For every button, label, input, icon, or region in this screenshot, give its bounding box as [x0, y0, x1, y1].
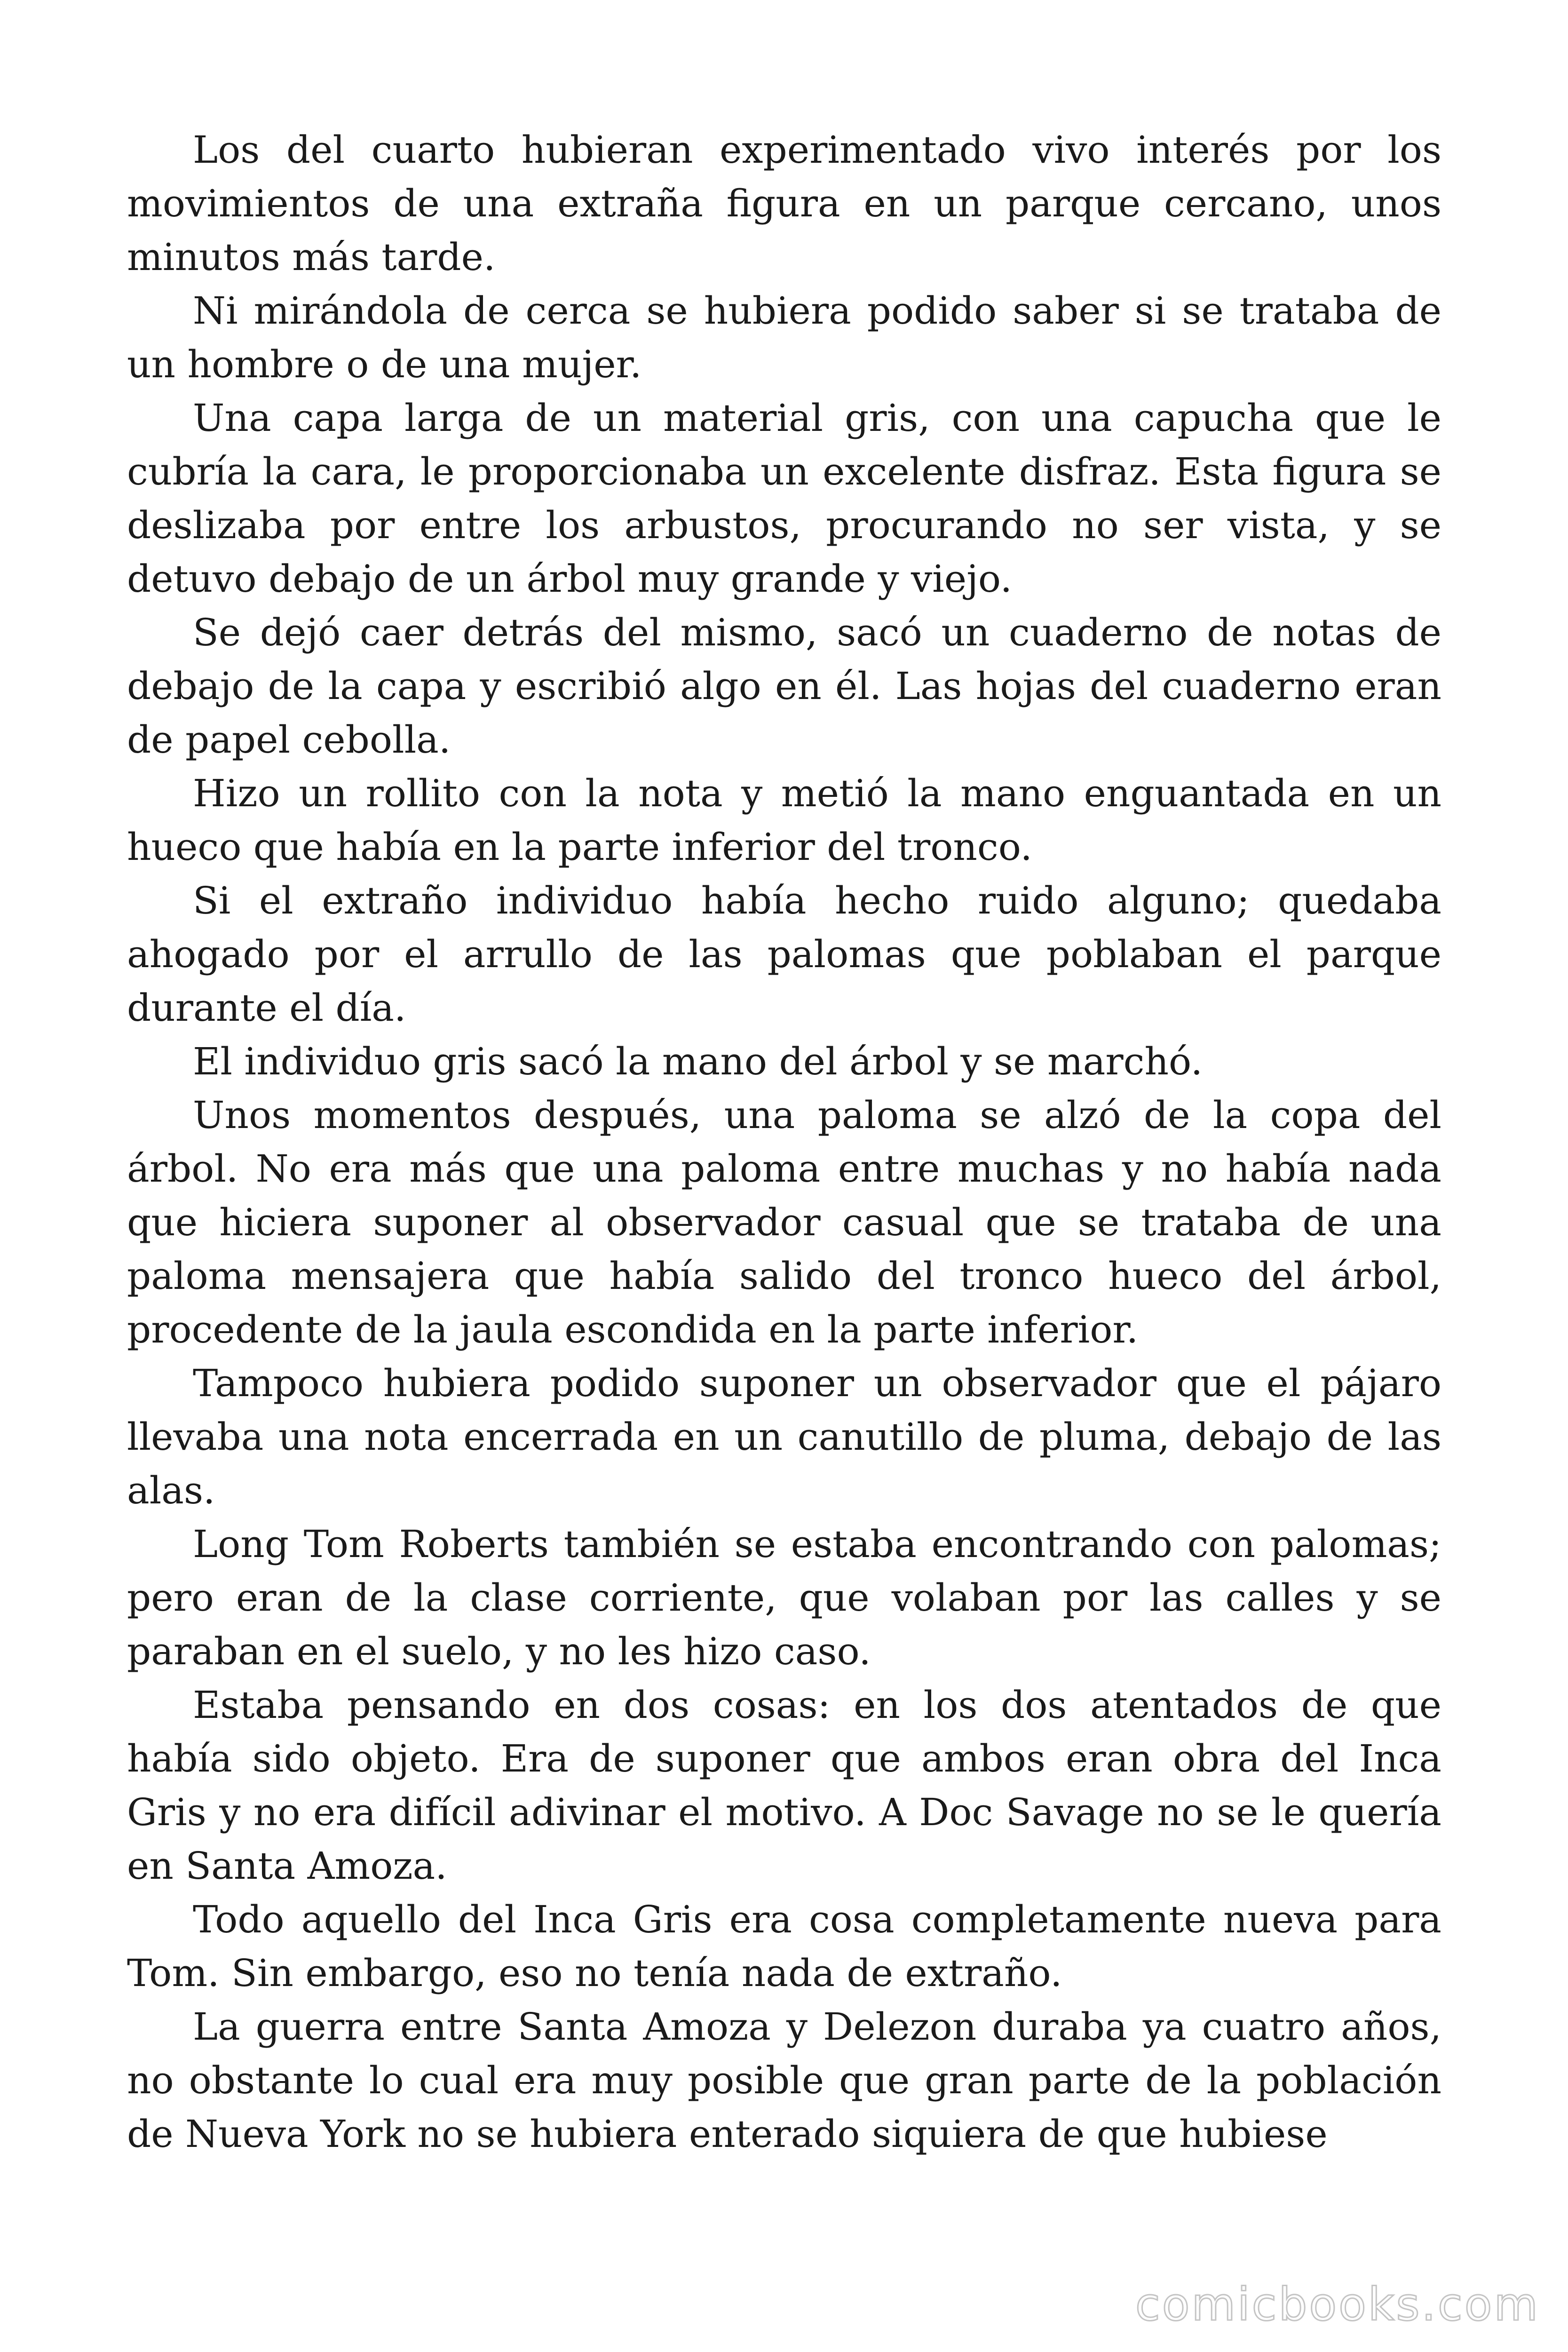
paragraph-2: Ni mirándola de cerca se hubiera podido saber si se trataba de un hombre o de una mujer. — [127, 289, 1441, 386]
paragraph-1: Los del cuarto hubieran experimentado vivo interés por los movimientos de una extraña figura en un parque cercano, unos minutos más tarde. — [127, 128, 1441, 279]
paragraph-3: Una capa larga de un material gris, con una capucha que le cubría la cara, le proporcionaba un excelente disfraz. Esta figura se deslizaba por entre los arbustos, procurando no ser vista, y se detuvo debajo de un árbol muy grande y viejo. — [127, 396, 1441, 601]
paragraph-12: Todo aquello del Inca Gris era cosa completamente nueva para Tom. Sin embargo, eso no tenía nada de extraño. — [127, 1898, 1441, 1995]
paragraph-8: Unos momentos después, una paloma se alzó de la copa del árbol. No era más que una paloma entre muchas y no había nada que hiciera suponer al observador casual que se trataba de una paloma mensajera que había salido del tronco hueco del árbol, procedente de la jaula escondida en la parte inferior. — [127, 1093, 1441, 1351]
paragraph-4: Se dejó caer detrás del mismo, sacó un cuaderno de notas de debajo de la capa y escribió algo en él. Las hojas del cuaderno eran de papel cebolla. — [127, 611, 1441, 762]
paragraph-5: Hizo un rollito con la nota y metió la mano enguantada en un hueco que había en la parte inferior del tronco. — [127, 771, 1441, 869]
body-text — [127, 123, 1441, 2161]
paragraph-9: Tampoco hubiera podido suponer un observador que el pájaro llevaba una nota encerrada en un canutillo de pluma, debajo de las alas. — [127, 1361, 1441, 1512]
paragraph-7: El individuo gris sacó la mano del árbol y se marchó. — [193, 1040, 1203, 1083]
paragraph-13: La guerra entre Santa Amoza y Delezon duraba ya cuatro años, no obstante lo cual era muy posible que gran parte de la población de Nueva York no se hubiera enterado siquiera de que hubiese — [127, 2005, 1441, 2156]
watermark: comicbooks.com — [1135, 2278, 1540, 2331]
paragraph-10: Long Tom Roberts también se estaba encontrando con palomas; pero eran de la clase corriente, que volaban por las calles y se paraban en el suelo, y no les hizo caso. — [127, 1522, 1441, 1673]
paragraph-6: Si el extraño individuo había hecho ruido alguno; quedaba ahogado por el arrullo de las palomas que poblaban el parque durante el día. — [127, 879, 1441, 1030]
paragraph-11: Estaba pensando en dos cosas: en los dos atentados de que había sido objeto. Era de suponer que ambos eran obra del Inca Gris y no era difícil adivinar el motivo. A Doc Savage no se le quería en Santa Amoza. — [127, 1683, 1441, 1888]
